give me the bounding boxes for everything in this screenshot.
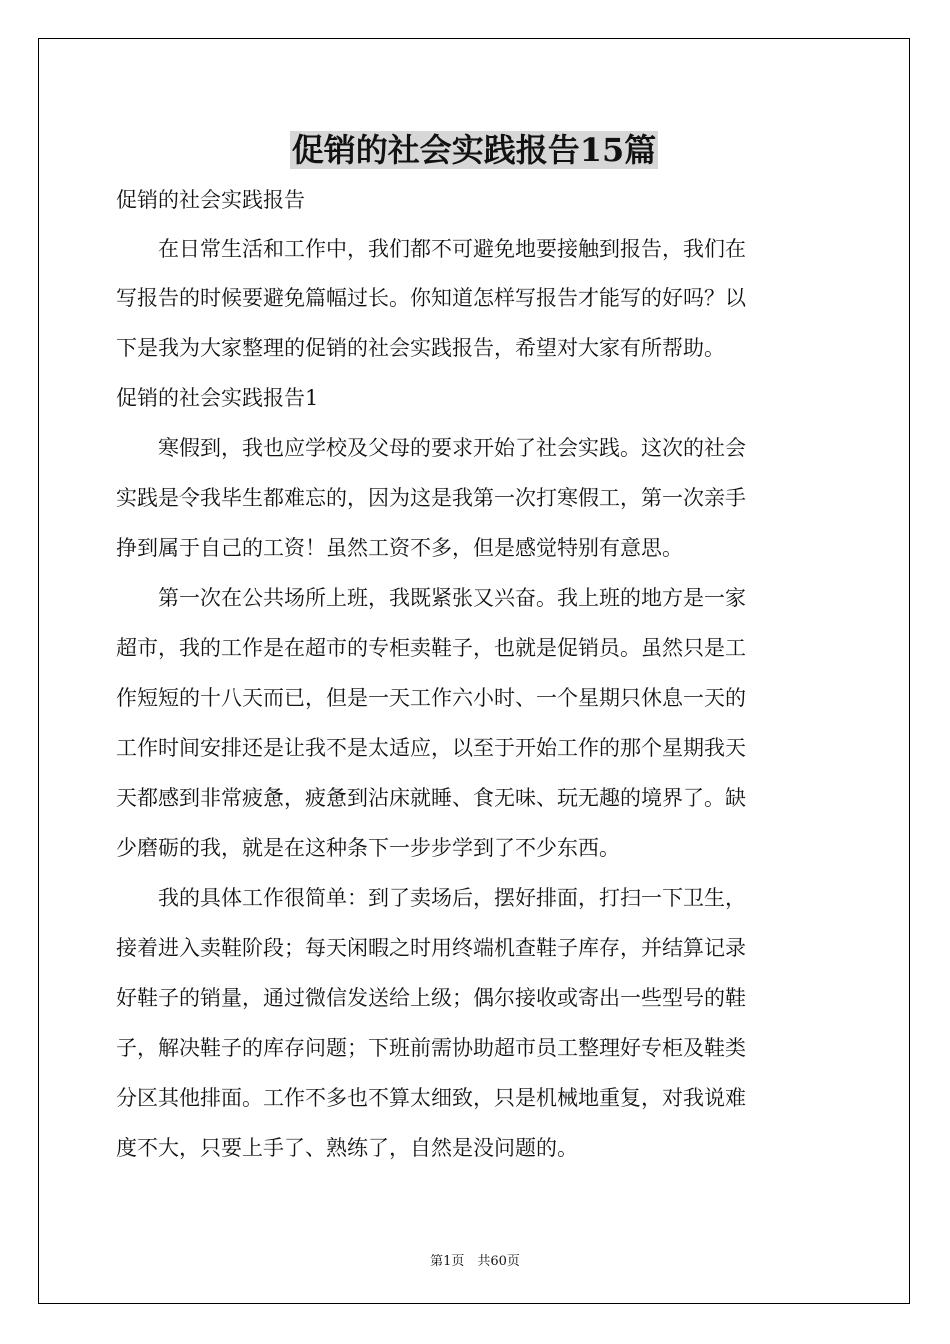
page-frame — [38, 38, 910, 1304]
text-line: 挣到属于自己的工资！虽然工资不多，但是感觉特别有意思。 — [116, 536, 683, 560]
text-line: 作短短的十八天而已，但是一天工作六小时、一个星期只休息一天的 — [116, 686, 746, 710]
text-line: 实践是令我毕生都难忘的，因为这是我第一次打寒假工，第一次亲手 — [116, 486, 746, 510]
text-line: 少磨砺的我，就是在这种条下一步步学到了不少东西。 — [116, 836, 620, 860]
text-line: 在日常生活和工作中，我们都不可避免地要接触到报告，我们在 — [116, 237, 746, 261]
page-footer: 第1页 共60页 — [430, 1254, 520, 1269]
text-line: 度不大，只要上手了、熟练了，自然是没问题的。 — [116, 1136, 578, 1160]
text-line: 分区其他排面。工作不多也不算太细致，只是机械地重复，对我说难 — [116, 1086, 746, 1110]
text-line: 写报告的时候要避免篇幅过长。你知道怎样写报告才能写的好吗？以 — [116, 286, 746, 310]
text-line: 促销的社会实践报告 — [116, 188, 305, 212]
text-line: 接着进入卖鞋阶段；每天闲暇之时用终端机查鞋子库存，并结算记录 — [116, 936, 746, 960]
text-line: 子，解决鞋子的库存问题；下班前需协助超市员工整理好专柜及鞋类 — [116, 1036, 746, 1060]
text-line: 第一次在公共场所上班，我既紧张又兴奋。我上班的地方是一家 — [116, 586, 746, 610]
text-line: 我的具体工作很简单：到了卖场后，摆好排面，打扫一下卫生， — [116, 886, 746, 910]
text-line: 超市，我的工作是在超市的专柜卖鞋子，也就是促销员。虽然只是工 — [116, 636, 746, 660]
text-line: 工作时间安排还是让我不是太适应，以至于开始工作的那个星期我天 — [116, 736, 746, 760]
document-title: 促销的社会实践报告15篇 — [291, 131, 657, 169]
text-line: 寒假到，我也应学校及父母的要求开始了社会实践。这次的社会 — [116, 436, 746, 460]
text-line: 促销的社会实践报告1 — [116, 386, 319, 410]
text-line: 好鞋子的销量，通过微信发送给上级；偶尔接收或寄出一些型号的鞋 — [116, 986, 746, 1010]
text-line: 天都感到非常疲惫，疲惫到沾床就睡、食无味、玩无趣的境界了。缺 — [116, 786, 746, 810]
text-line: 下是我为大家整理的促销的社会实践报告，希望对大家有所帮助。 — [116, 336, 725, 360]
